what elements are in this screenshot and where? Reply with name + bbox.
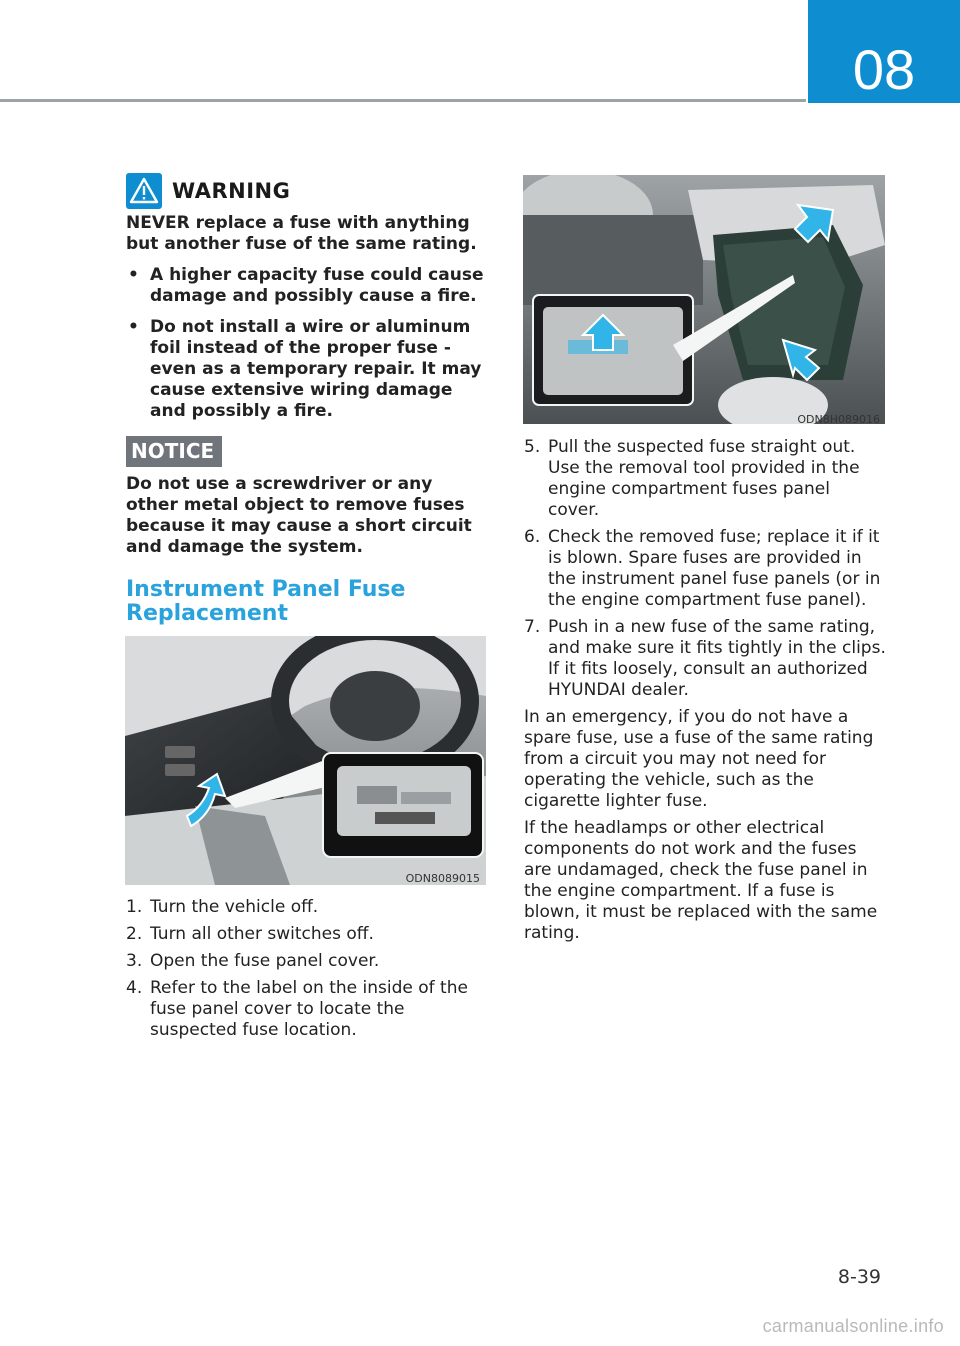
figure-engine-compartment xyxy=(523,175,885,424)
warning-heading xyxy=(126,173,290,209)
step-item: 1. Turn the vehicle off. xyxy=(126,897,319,917)
watermark: carmanualsonline.info xyxy=(762,1316,944,1336)
step-item: 7. Push in a new fuse of the same rating, and make sure it fits tightly in the clips. If it fits loosely, consult an authorized HYUNDAI dealer. xyxy=(524,617,886,700)
paragraph: In an emergency, if you do not have a spare fuse, use a fuse of the same rating from a circuit you may not need for operating the vehicle, such as the cigarette lighter fuse. xyxy=(524,707,874,811)
step-item: 4. Refer to the label on the inside of the fuse panel cover to locate the suspected fuse location. xyxy=(126,978,468,1040)
figure-caption: ODN8H089016 xyxy=(797,413,880,426)
right-column-text xyxy=(524,437,886,950)
warning-title: WARNING xyxy=(172,179,291,203)
step-item: 2. Turn all other switches off. xyxy=(126,924,374,944)
warning-bullet: • A higher capacity fuse could cause damage and possibly cause a fire. xyxy=(128,265,484,306)
warning-bullet: • Do not install a wire or aluminum foil instead of the proper fuse - even as a temporary repair. It may cause extensive wiring damage and possibly a fire. xyxy=(128,317,482,421)
warning-body xyxy=(126,213,486,422)
step-item: 5. Pull the suspected fuse straight out. Use the removal tool provided in the engine compartment fuses panel cover. xyxy=(524,437,860,520)
instrument-panel-illustration xyxy=(125,636,486,885)
figure-instrument-panel xyxy=(125,636,486,885)
steps-left xyxy=(126,897,486,1047)
page-number: 8-39 xyxy=(837,1266,881,1288)
warning-lead: NEVER replace a fuse with anything but another fuse of the same rating. xyxy=(126,213,477,254)
section-title: Instrument Panel Fuse Replacement xyxy=(126,577,406,626)
step-item: 6. Check the removed fuse; replace it if it is blown. Spare fuses are provided in the instrument panel fuse panels (or in the engine compartment fuse panel). xyxy=(524,527,881,610)
paragraph: If the headlamps or other electrical components do not work and the fuses are undamaged, check the fuse panel in the engine compartment. If a fuse is blown, it must be replaced with the same rating. xyxy=(524,818,878,943)
notice-text: Do not use a screwdriver or any other metal object to remove fuses because it may cause a short circuit and damage the system. xyxy=(126,474,472,557)
warning-bullets xyxy=(126,265,486,422)
notice-label: NOTICE xyxy=(126,436,222,467)
step-item: 3. Open the fuse panel cover. xyxy=(126,951,380,971)
chapter-tab xyxy=(808,0,960,103)
figure-caption: ODN8089015 xyxy=(405,872,480,885)
header-rule xyxy=(0,99,806,102)
chapter-number: 08 xyxy=(852,38,916,101)
warning-icon xyxy=(126,173,162,209)
engine-compartment-illustration xyxy=(523,175,885,424)
